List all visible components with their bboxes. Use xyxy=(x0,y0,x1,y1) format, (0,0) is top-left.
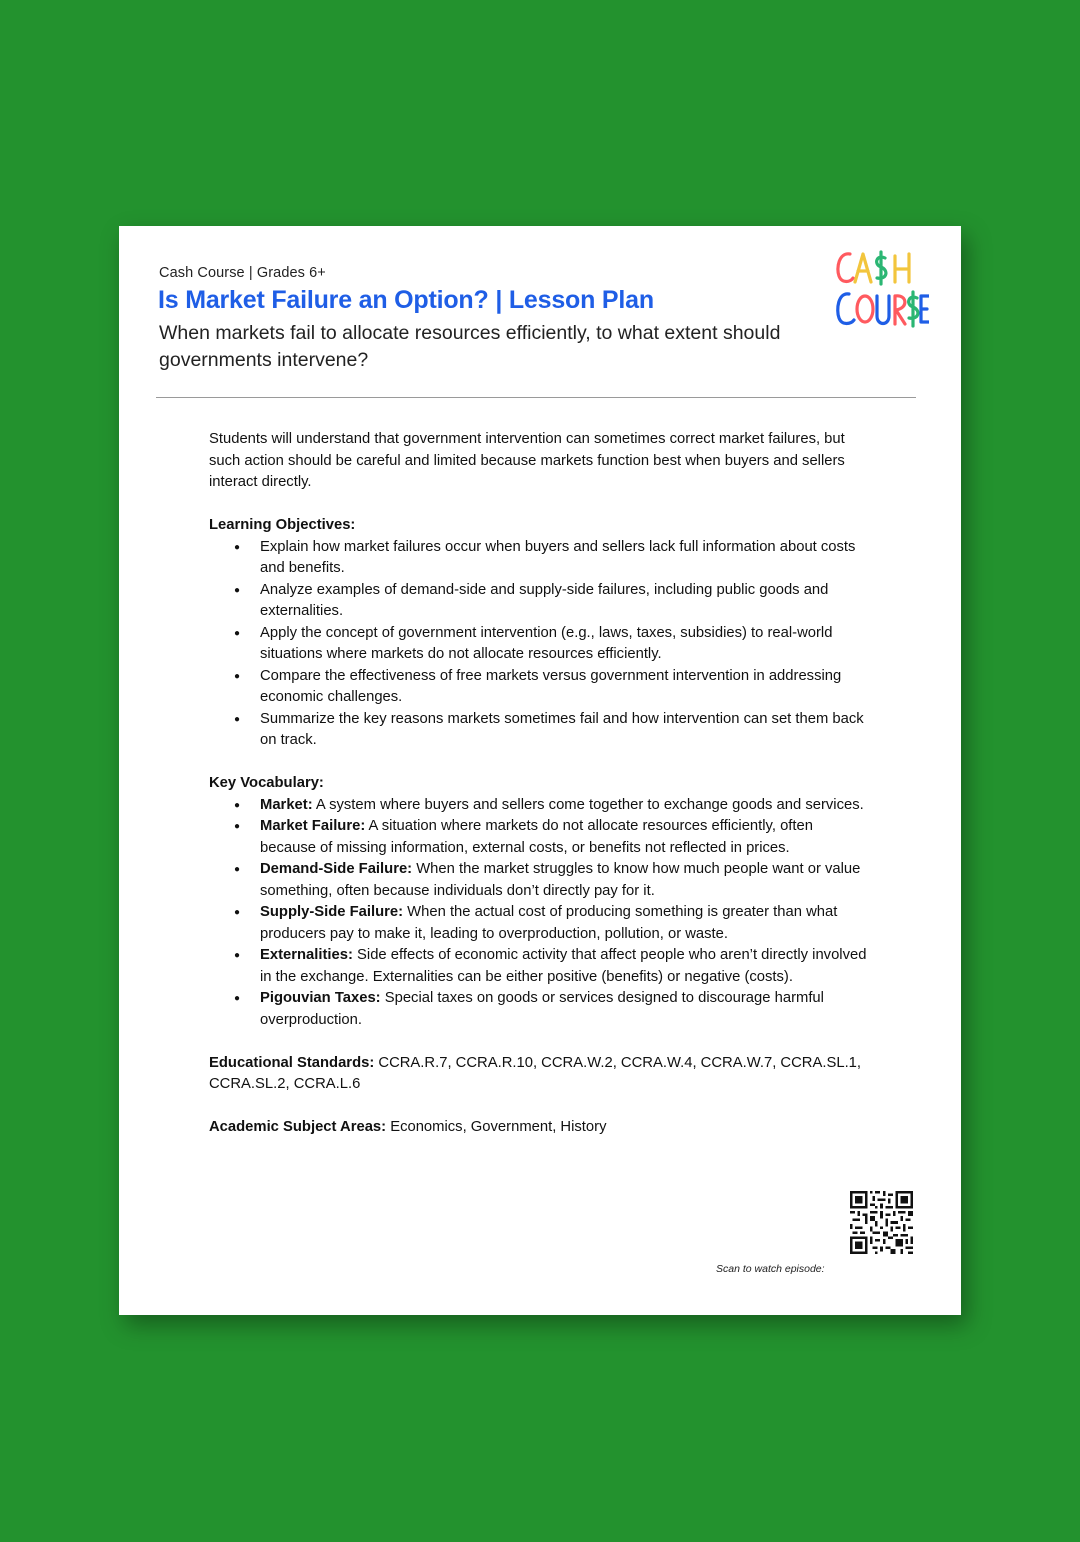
vocab-term: Externalities: xyxy=(260,947,353,963)
vocabulary-list xyxy=(209,795,869,1032)
list-item xyxy=(209,859,869,902)
standards-label: Educational Standards: xyxy=(209,1054,375,1071)
vocab-term: Pigouvian Taxes: xyxy=(260,990,381,1006)
list-item: ● Explain how market failures occur when buyers and sellers lack full information about costs and benefits. xyxy=(209,537,869,580)
list-item: ● Apply the concept of government intervention (e.g., laws, taxes, subsidies) to real-world situations where markets do not allocate resources efficiently. xyxy=(209,623,869,666)
vocab-definition: When the actual cost of producing something is greater than what producers pay to make it, leading to overproduction, pollution, or waste. xyxy=(260,904,838,942)
vocab-term: Market Failure: xyxy=(260,818,366,834)
vocab-definition: Side effects of economic activity that affect people who aren’t directly involved in the exchange. Externalities can be either positive (benefits) or negative (costs). xyxy=(260,947,867,985)
header-divider xyxy=(156,397,916,398)
subjects-label: Academic Subject Areas: xyxy=(209,1119,387,1135)
objectives-list xyxy=(209,537,869,752)
subjects-paragraph xyxy=(209,1117,869,1139)
list-item xyxy=(209,816,869,859)
vocab-term: Supply-Side Failure: xyxy=(260,904,404,920)
list-item: ● Analyze examples of demand-side and supply-side failures, including public goods and externalities. xyxy=(209,580,869,623)
page-title: Is Market Failure an Option? | Lesson Plan xyxy=(158,286,654,314)
vocab-term: Demand-Side Failure: xyxy=(260,861,413,877)
lesson-body xyxy=(209,429,869,1139)
vocab-definition: A system where buyers and sellers come together to exchange goods and services. xyxy=(312,796,864,813)
list-item: ● Compare the effectiveness of free markets versus government intervention in addressing economic challenges. xyxy=(209,666,869,709)
vocab-term: Market: xyxy=(260,796,313,813)
course-grade-label: Cash Course | Grades 6+ xyxy=(159,265,326,281)
vocab-definition: Special taxes on goods or services designed to discourage harmful overproduction. xyxy=(260,990,824,1028)
list-item xyxy=(209,902,869,945)
lesson-plan-page xyxy=(119,226,961,1315)
vocabulary-heading: Key Vocabulary: xyxy=(209,775,324,791)
list-item xyxy=(209,795,869,817)
list-item: ● Summarize the key reasons markets sometimes fail and how intervention can set them back on track. xyxy=(209,709,869,752)
list-item xyxy=(209,988,869,1031)
vocab-definition: A situation where markets do not allocate resources efficiently, often because of missing information, external costs, or benefits not reflected in prices. xyxy=(260,818,813,856)
standards-value: CCRA.R.7, CCRA.R.10, CCRA.W.2, CCRA.W.4, CCRA.W.7, CCRA.SL.1, CCRA.SL.2, CCRA.L.6 xyxy=(209,1054,862,1092)
subjects-value: Economics, Government, History xyxy=(386,1119,607,1135)
list-item xyxy=(209,945,869,988)
standards-paragraph xyxy=(209,1053,869,1096)
scan-caption: Scan to watch episode: xyxy=(716,1263,825,1275)
page-subtitle: When markets fail to allocate resources efficiently, to what extent should governments intervene? xyxy=(159,322,781,371)
cash-course-logo xyxy=(833,246,929,332)
vocab-definition: When the market struggles to know how much people want or value something, often because individuals don’t directly pay for it. xyxy=(260,861,861,899)
intro-paragraph: Students will understand that government intervention can sometimes correct market failures, but such action should be careful and limited because markets function best when buyers and sellers interact directly. xyxy=(209,431,845,490)
qr-code[interactable] xyxy=(850,1191,913,1254)
objectives-heading: Learning Objectives: xyxy=(209,517,356,533)
